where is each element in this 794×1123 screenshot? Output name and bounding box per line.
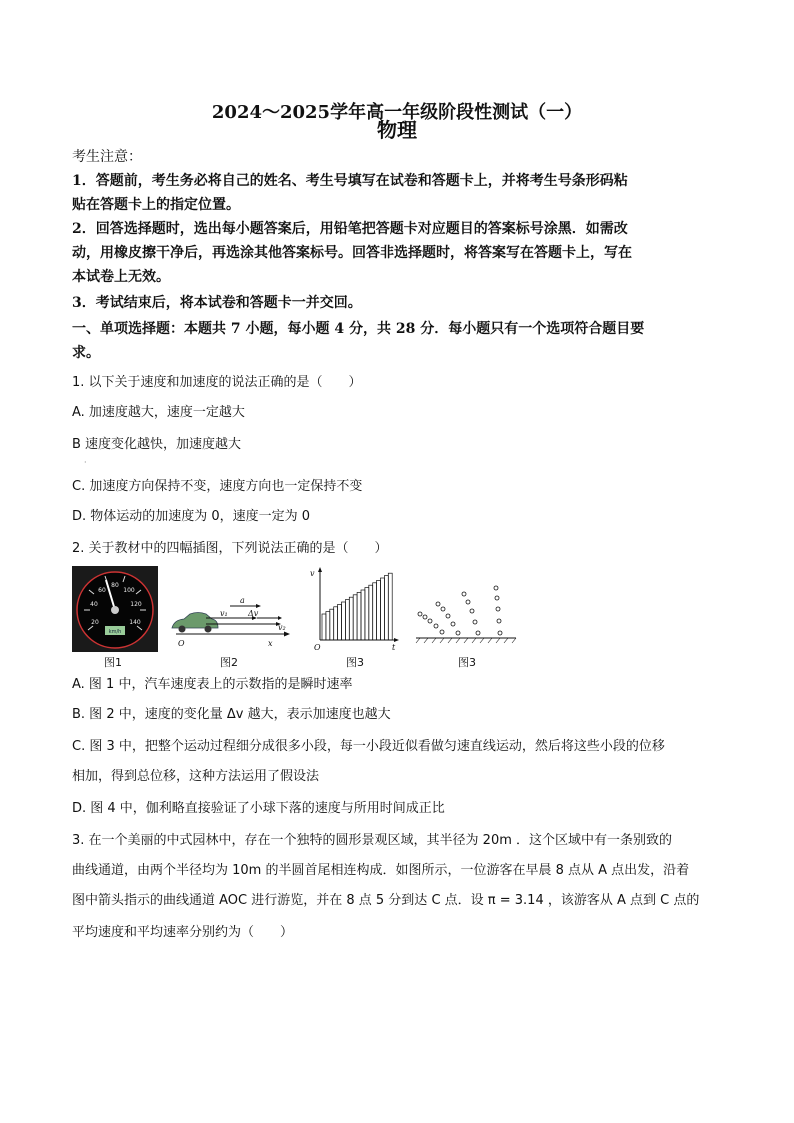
- q1-stem: 1. 以下关于速度和加速度的说法正确的是（ ）: [72, 375, 362, 390]
- notice-line: 贴在答题卡上的指定位置。: [72, 197, 240, 213]
- q1-option-c: C. 加速度方向保持不变，速度方向也一定保持不变: [72, 479, 363, 494]
- q3-line: 3. 在一个美丽的中式园林中，存在一个独特的圆形景观区域，其半径为 20m ．这个区域中有一条别致的: [72, 833, 673, 848]
- q3-line: 平均速度和平均速率分别约为（ ）: [72, 925, 294, 940]
- q1-option-a: A. 加速度越大，速度一定越大: [72, 405, 245, 420]
- lcd-label: km/h: [108, 629, 122, 635]
- bar: [334, 607, 338, 640]
- bar: [338, 604, 342, 640]
- dial-label: 120: [130, 601, 142, 608]
- label-origin: O: [314, 643, 321, 652]
- bar: [369, 585, 373, 640]
- bar: [377, 580, 381, 640]
- q2-option-c-cont: 相加，得到总位移，这种方法运用了假设法: [72, 769, 320, 784]
- label-dv: Δv: [248, 609, 259, 618]
- notice-heading: 考生注意：: [72, 149, 142, 165]
- figure-caption: 图3: [458, 656, 476, 669]
- q2-option-a: A. 图 1 中，汽车速度表上的示数指的是瞬时速率: [72, 677, 353, 692]
- bar: [349, 597, 353, 640]
- q1-option-d: D. 物体运动的加速度为 0，速度一定为 0: [72, 509, 311, 524]
- bar: [381, 578, 385, 640]
- figure-2-car-velocity: [168, 566, 292, 652]
- riemann-bars: [322, 573, 392, 640]
- notice-line: 1．答题前，考生务必将自己的姓名、考生号填写在试卷和答题卡上，并将考生号条形码粘: [72, 173, 628, 189]
- needle-hub: [111, 606, 119, 614]
- q2-option-c: C. 图 3 中，把整个运动过程细分成很多小段，每一小段近似看做匀速直线运动，然后将这些小段的位移: [72, 739, 665, 754]
- notice-line: 2．回答选择题时，选出每小题答案后，用铅笔把答题卡对应题目的答案标号涂黑．如需改: [72, 221, 628, 237]
- dial-label: 60: [98, 587, 106, 594]
- bar: [330, 609, 334, 640]
- notice-line: 动，用橡皮擦干净后，再选涂其他答案标号。回答非选择题时，将答案写在答题卡上，写在: [72, 245, 632, 261]
- bar: [388, 573, 392, 640]
- notice-line: 3．考试结束后，将本试卷和答题卡一并交回。: [72, 295, 362, 311]
- bar: [326, 612, 330, 640]
- dial-label: 20: [91, 619, 99, 626]
- label-origin: O: [178, 639, 185, 648]
- bar: [365, 588, 369, 640]
- bar: [384, 576, 388, 640]
- bar: [345, 600, 349, 640]
- figure-1-speedometer: [72, 566, 158, 652]
- q1-option-b: B 速度变化越快，加速度越大: [72, 437, 242, 452]
- dial-label: 100: [123, 587, 135, 594]
- section-heading: 一、单项选择题：本题共 7 小题，每小题 4 分，共 28 分．每小题只有一个选项符合题目要: [72, 321, 645, 337]
- figure-3-vt-graph: [308, 566, 400, 652]
- bar: [322, 614, 326, 640]
- label-v: v: [310, 569, 315, 578]
- car-body: [172, 613, 218, 629]
- car-wheel: [179, 626, 186, 633]
- q2-stem: 2. 关于教材中的四幅插图，下列说法正确的是（ ）: [72, 541, 388, 556]
- q3-line: 曲线通道，由两个半径均为 10m 的半圆首尾相连构成．如图所示，一位游客在早晨 8 点从 A 点出发，沿着: [72, 863, 690, 878]
- q2-option-b: B. 图 2 中，速度的变化量 Δv 越大，表示加速度也越大: [72, 707, 391, 722]
- subject-title: 物理: [377, 118, 417, 142]
- figure-caption: 图2: [220, 656, 238, 669]
- dial-label: 40: [90, 601, 98, 608]
- figure-caption: 图3: [346, 656, 364, 669]
- bar: [373, 583, 377, 640]
- bar: [357, 592, 361, 640]
- figure-4-incline-balls: [414, 566, 518, 652]
- label-v1: v₁: [220, 609, 228, 618]
- bar: [342, 602, 346, 640]
- exam-title: 2024～2025学年高一年级阶段性测试（一）: [211, 102, 583, 123]
- label-v2: v₂: [278, 623, 286, 632]
- label-t: t: [392, 643, 396, 652]
- car-wheel: [205, 626, 212, 633]
- bar: [353, 595, 357, 640]
- dial-label: 140: [129, 619, 141, 626]
- notice-line: 本试卷上无效。: [72, 269, 170, 285]
- stray-mark: ·: [84, 458, 87, 467]
- figure-caption: 图1: [104, 656, 122, 669]
- ball-sequences: [418, 586, 502, 635]
- section-heading: 求。: [72, 345, 100, 361]
- label-a: a: [240, 596, 245, 605]
- dial-label: 80: [111, 582, 119, 589]
- q2-option-d: D. 图 4 中，伽利略直接验证了小球下落的速度与所用时间成正比: [72, 801, 445, 816]
- label-x: x: [268, 639, 273, 648]
- bar: [361, 590, 365, 640]
- q3-line: 图中箭头指示的曲线通道 AOC 进行游览，并在 8 点 5 分到达 C 点．设 π = 3.14 ，该游客从 A 点到 C 点的: [72, 893, 700, 908]
